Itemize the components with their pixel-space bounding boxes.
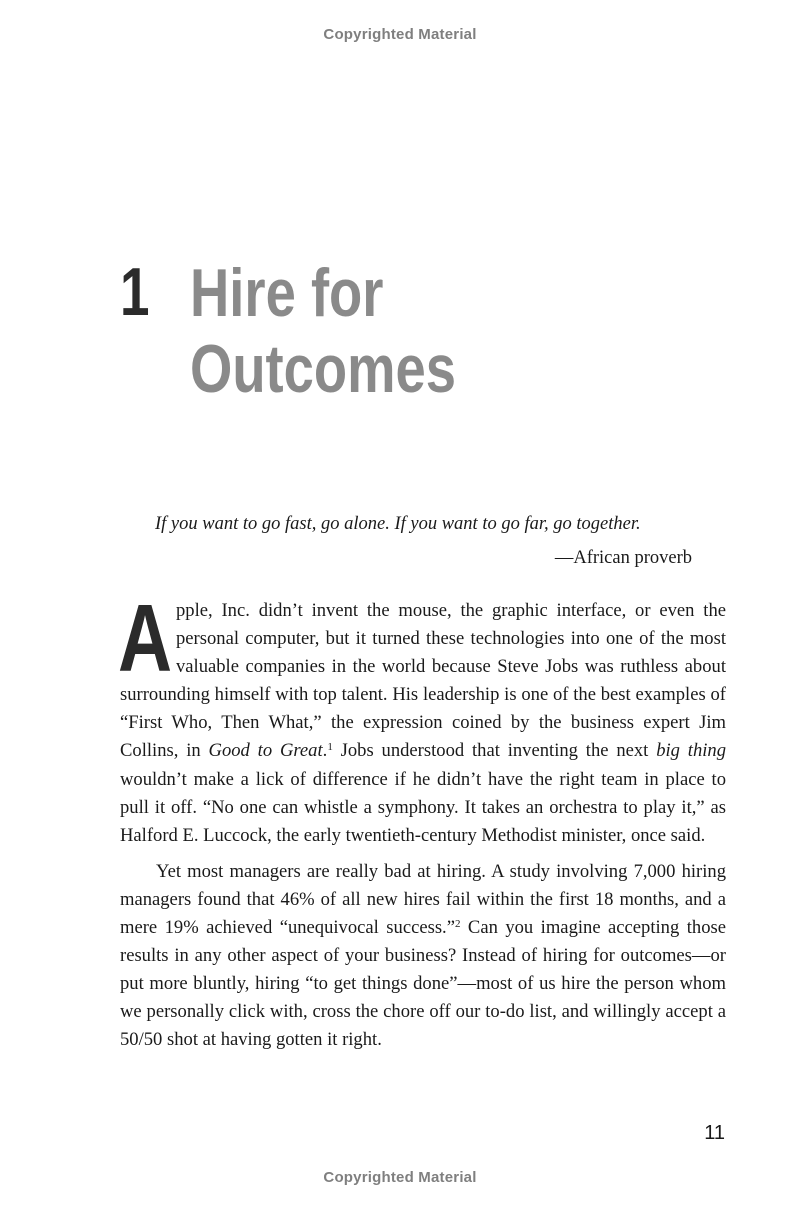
p1-text-2: .	[322, 740, 328, 762]
chapter-title	[190, 255, 456, 407]
p2-text-1: Yet most managers are really bad at hiring. A study involving 7,000 hiring managers found that 46% of all new hires fail within the first 18 months, and a mere 19% achieved “unequivocal success.”	[120, 860, 726, 939]
body-text	[118, 585, 727, 1055]
book-title: Good to Great	[208, 740, 323, 762]
chapter-number: 1	[120, 254, 150, 330]
p2-text-2: Can you imagine accepting those results in any other aspect of your business? Instead of hiring for outcomes—or put more bluntly, hiring “to get things done”—most of us hire the person whom we personally click with, cross the chore off our to-do list, and willingly accept a 50/50 shot at having gotten it right.	[120, 917, 726, 1051]
footnote-ref-2: 2	[454, 918, 461, 931]
emphasis-text: big thing	[656, 740, 727, 762]
footnote-ref-1: 1	[327, 741, 333, 754]
paragraph-2	[120, 858, 726, 1055]
watermark-top: Copyrighted Material	[323, 26, 477, 43]
epigraph-attribution: —African proverb	[554, 548, 692, 568]
chapter-title-line-2: Outcomes	[190, 331, 457, 407]
watermark-bottom: Copyrighted Material	[323, 1169, 477, 1186]
epigraph-quote: If you want to go fast, go alone. If you want to go far, go together.	[155, 514, 641, 534]
drop-cap: A	[118, 585, 173, 692]
page-number: 11	[704, 1122, 725, 1144]
p1-text-4: wouldn’t make a lick of difference if he didn’t have the right team in place to pull it off. “No one can whistle a symphony. It takes an orchestra to play it,” as Halford E. Luccock, the early twentieth-century Methodist minister, once said.	[120, 768, 726, 846]
p1-text-1: pple, Inc. didn’t invent the mouse, the graphic interface, or even the personal computer, but it turned these technologies into one of the most valuable companies in the world because Steve Jobs was ruthless about surrounding himself with top talent. His leadership is one of the best examples of “First Who, Then What,” the expression coined by the business expert Jim Collins, in	[120, 600, 726, 762]
p1-text-3: Jobs understood that inventing the next	[332, 740, 657, 762]
paragraph-1	[118, 585, 727, 850]
chapter-title-line-1: Hire for	[190, 255, 384, 331]
